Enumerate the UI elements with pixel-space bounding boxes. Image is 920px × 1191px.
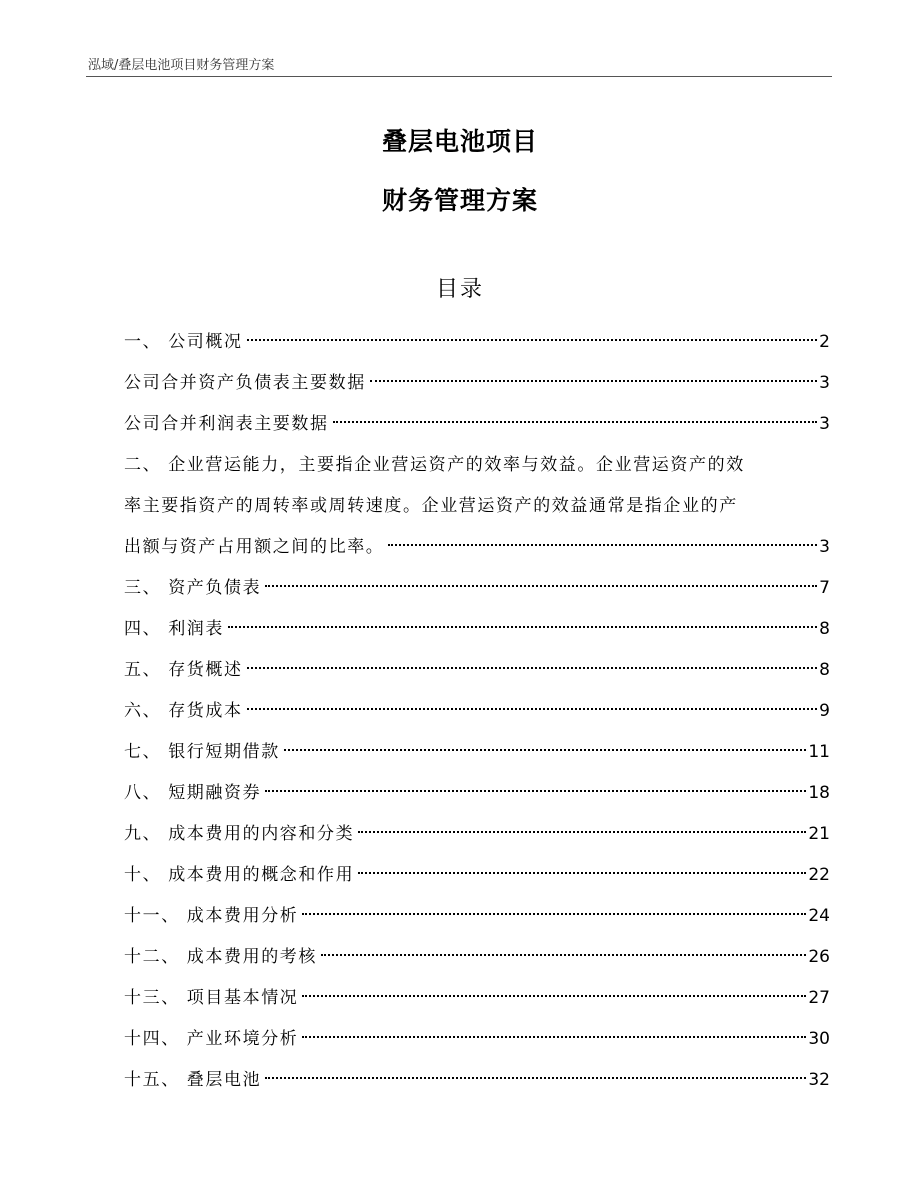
toc-entry-text: 九、 成本费用的内容和分类 xyxy=(124,824,355,844)
toc-entry-text: 十二、 成本费用的考核 xyxy=(124,947,318,967)
toc-leader-dots xyxy=(247,667,818,669)
toc-leader-dots xyxy=(321,954,806,956)
toc-page-number: 3 xyxy=(819,537,830,557)
toc-entry[interactable] xyxy=(124,732,830,773)
toc-entry[interactable] xyxy=(124,978,830,1019)
toc-entry-text: 四、 利润表 xyxy=(124,619,225,639)
toc-leader-dots xyxy=(358,872,806,874)
toc-entry[interactable] xyxy=(124,814,830,855)
toc-entry[interactable] xyxy=(124,1060,830,1101)
toc-leader-dots xyxy=(333,421,818,423)
toc-entry[interactable] xyxy=(124,363,830,404)
toc-page-number: 3 xyxy=(819,414,830,434)
toc-page-number: 3 xyxy=(819,373,830,393)
toc-entry[interactable] xyxy=(124,691,830,732)
toc-entry-text: 十一、 成本费用分析 xyxy=(124,906,299,926)
toc-leader-dots xyxy=(247,339,818,341)
toc-entry[interactable] xyxy=(124,855,830,896)
table-of-contents xyxy=(124,322,830,1101)
toc-page-number: 27 xyxy=(808,988,830,1008)
toc-entry-text: 十三、 项目基本情况 xyxy=(124,988,299,1008)
toc-heading: 目录 xyxy=(435,277,484,302)
toc-entry-text-line: 率主要指资产的周转率或周转速度。企业营运资产的效益通常是指企业的产 xyxy=(124,496,738,516)
toc-entry-text: 六、 存货成本 xyxy=(124,701,243,721)
document-title: 叠层电池项目 xyxy=(381,127,538,156)
toc-entry-text-line: 出额与资产占用额之间的比率。 xyxy=(124,537,385,557)
toc-entry-text: 八、 短期融资券 xyxy=(124,783,262,803)
header-divider xyxy=(86,76,832,77)
toc-entry[interactable] xyxy=(124,773,830,814)
toc-page-number: 26 xyxy=(808,947,830,967)
toc-leader-dots xyxy=(370,380,817,382)
toc-page-number: 11 xyxy=(808,742,830,762)
toc-entry[interactable] xyxy=(124,937,830,978)
toc-leader-dots xyxy=(265,585,817,587)
toc-entry-text-line: 二、 企业营运能力，主要指企业营运资产的效率与效益。企业营运资产的效 xyxy=(124,455,745,475)
toc-leader-dots xyxy=(302,913,806,915)
toc-entry-text: 公司合并资产负债表主要数据 xyxy=(124,373,366,393)
toc-entry-text: 一、 公司概况 xyxy=(124,332,243,352)
toc-entry[interactable] xyxy=(124,568,830,609)
toc-page-number: 24 xyxy=(808,906,830,926)
toc-page-number: 2 xyxy=(819,332,830,352)
toc-entry[interactable] xyxy=(124,1019,830,1060)
toc-page-number: 21 xyxy=(808,824,830,844)
toc-leader-dots xyxy=(247,708,818,710)
toc-leader-dots xyxy=(265,790,806,792)
toc-entry-text: 公司合并利润表主要数据 xyxy=(124,414,329,434)
running-header: 泓域/叠层电池项目财务管理方案 xyxy=(88,58,275,73)
toc-entry[interactable] xyxy=(124,404,830,445)
toc-entry-text: 十四、 产业环境分析 xyxy=(124,1029,299,1049)
toc-entry-text: 三、 资产负债表 xyxy=(124,578,262,598)
toc-entry[interactable] xyxy=(124,322,830,363)
toc-entry[interactable] xyxy=(124,609,830,650)
document-subtitle: 财务管理方案 xyxy=(381,186,538,215)
toc-leader-dots xyxy=(228,626,817,628)
toc-entry[interactable] xyxy=(124,650,830,691)
toc-page-number: 32 xyxy=(808,1070,830,1090)
toc-leader-dots xyxy=(265,1077,806,1079)
toc-entry-text: 十五、 叠层电池 xyxy=(124,1070,262,1090)
toc-leader-dots xyxy=(388,544,817,546)
toc-page-number: 8 xyxy=(819,660,830,680)
toc-entry-text: 十、 成本费用的概念和作用 xyxy=(124,865,355,885)
toc-page-number: 9 xyxy=(819,701,830,721)
toc-page-number: 7 xyxy=(819,578,830,598)
toc-page-number: 8 xyxy=(819,619,830,639)
toc-leader-dots xyxy=(358,831,806,833)
toc-entry-text: 五、 存货概述 xyxy=(124,660,243,680)
toc-entry[interactable] xyxy=(124,445,830,568)
toc-entry-text: 七、 银行短期借款 xyxy=(124,742,280,762)
toc-page-number: 18 xyxy=(808,783,830,803)
toc-leader-dots xyxy=(284,749,807,751)
toc-page-number: 22 xyxy=(808,865,830,885)
toc-entry[interactable] xyxy=(124,896,830,937)
toc-leader-dots xyxy=(302,1036,806,1038)
toc-leader-dots xyxy=(302,995,806,997)
toc-page-number: 30 xyxy=(808,1029,830,1049)
